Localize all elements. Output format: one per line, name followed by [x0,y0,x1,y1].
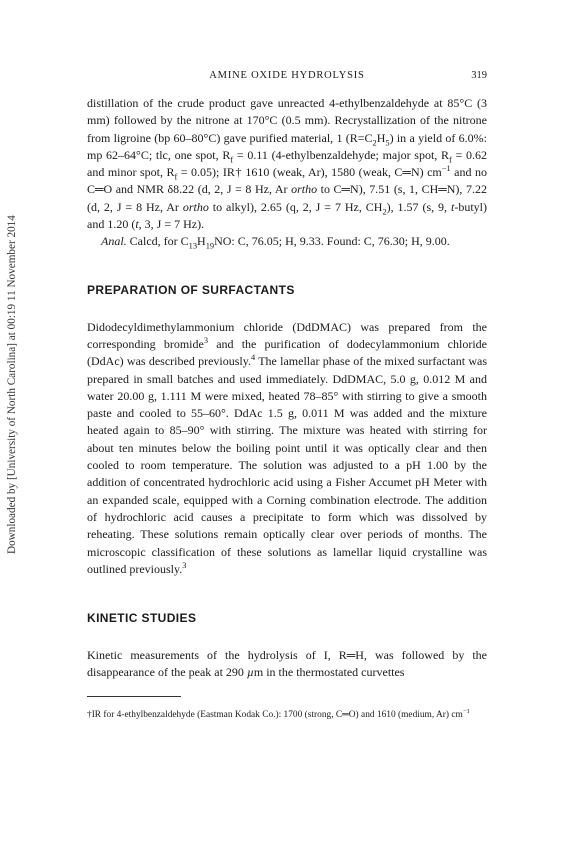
paragraph-kinetic: Kinetic measurements of the hydrolysis of I, R═H, was followed by the disappearance of the peak at 290 µm in the thermostated curvettes [87,648,487,680]
running-header [87,70,487,86]
section-heading-surfactants: PREPARATION OF SURFACTANTS [87,282,295,297]
paragraph-nitrone: distillation of the crude product gave unreacted 4-ethylbenzaldehyde at 85°C (3 mm) followed by the nitrone at 170°C (0.5 mm). Recrystallization of the nitrone from ligroine (bp 60–80°C) gave purified material, 1 $(R=C_2H_5)$ in a yield of 6.0%: mp 62–64°C; tlc, one spot, $R_f = 0.11$ (4-ethylbenzaldehyde; major spot, $R_f = 0.62$ and minor spot, $R_f = 0.05$); IR† 1610 (weak, Ar), 1580 (weak, C═N) $cm^{-1}$ and no C═O and NMR δ8.22 (d, 2, J = 8 Hz, Ar ortho to C═N), 7.51 (s, 1, CH═N), 7.22 (d, 2, J = 8 Hz, Ar ortho to alkyl), 2.65 (q, 2, J = 7 Hz, $CH_2$), 1.57 (s, 9, t-butyl) and 1.20 (t, 3, J = 7 Hz). [87,96,488,232]
running-title: AMINE OXIDE HYDROLYSIS [209,70,365,81]
section-heading-kinetic: KINETIC STUDIES [87,611,197,626]
download-notice: Downloaded by [University of North Carolina] at 00:19 11 November 2014 [6,215,18,555]
footnote-rule [87,696,181,697]
page-body [87,70,487,722]
footnote: †IR for 4-ethylbenzaldehyde (Eastman Kodak Co.): 1700 (strong, C═O) and 1610 (medium, Ar) $cm^{-1}$ [87,707,470,720]
paragraph-surfactants: Didodecyldimethylammonium chloride (DdDMAC) was prepared from the corresponding bromide$^3$ and the purification of dodecylammonium chloride (DdAc) was described previously.$^4$ The lamellar phase of the mixed surfactant was prepared in small batches and used immediately. DdDMAC, 5.0 g, 0.012 M and water 20.00 g, 1.111 M were mixed, heated 78–85° with stirring to give a smooth paste and cooled to 55–60°. DdAc 1.5 g, 0.011 M was added and the mixture heated again to 85–90° with stirring. The mixture was heated with stirring for about ten minutes below the boiling point until it was optically clear and then cooled to room temperature. The solution was adjusted to a pH 1.00 by the addition of concentrated hydrochloric acid using a Fisher Accumet pH Meter with an expanded scale, equipped with a Corning combination electrode. The addition of hydrochloric acid causes a precipitate to form which was dissolved by reheating. These solutions remain optically clear over periods of months. The microscopic classification of these solutions as lamellar liquid crystalline was outlined previously.$^3$ [87,319,488,576]
paragraph-analysis: Anal. Calcd, for $C_{13}H_{19}NO$: C, 76.05; H, 9.33. Found: C, 76.30; H, 9.00. [101,234,450,251]
page-number: 319 [471,70,487,81]
